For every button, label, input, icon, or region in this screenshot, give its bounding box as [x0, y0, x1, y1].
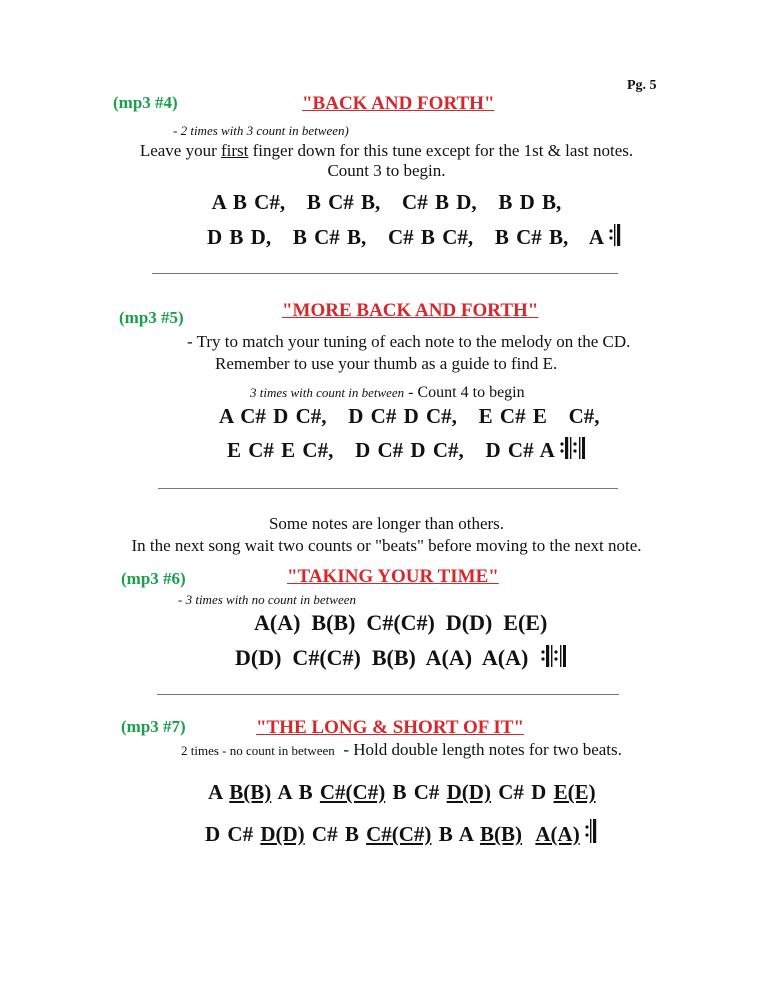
double-length-note: C#(C#)	[366, 822, 432, 846]
repeat-sign-icon	[608, 223, 622, 247]
instruction-line-1: - Try to match your tuning of each note to the melody on the CD.	[187, 332, 631, 351]
notes-row-1: A(A) B(B) C#(C#) D(D) E(E)	[254, 610, 548, 635]
mp3-label-6: (mp3 #6)	[121, 569, 186, 588]
notes-row-1: A C# D C#, D C# D C#, E C# E C#,	[219, 404, 600, 428]
double-length-note: B(B)	[480, 822, 523, 846]
notes-row-1	[208, 780, 596, 805]
song-title-back-and-forth: "BACK AND FORTH"	[302, 93, 495, 114]
notes-row-2: D(D) C#(C#) B(B) A(A) A(A)	[235, 644, 568, 671]
song-title-long-and-short: "THE LONG & SHORT OF IT"	[256, 717, 525, 738]
intro-line-1: Some notes are longer than others.	[268, 514, 505, 533]
notes-row-1: A B C#, B C# B, C# B D, B D B,	[211, 190, 562, 214]
divider	[157, 694, 619, 695]
double-length-note: C#(C#)	[319, 780, 386, 804]
song-title-taking-your-time: "TAKING YOUR TIME"	[287, 566, 499, 587]
notes-row-2: E C# E C#, D C# D C#, D C# A	[227, 436, 585, 463]
repeat-both-icon	[559, 436, 585, 460]
repeat-instruction: 3 times with count in between - Count 4 to begin	[250, 384, 525, 401]
repeat-instruction: - 3 times with no count in between	[178, 592, 357, 607]
mp3-label-5: (mp3 #5)	[119, 308, 184, 327]
repeat-instruction: - 2 times with 3 count in between)	[173, 123, 349, 138]
divider	[158, 488, 618, 489]
notes-row-2	[205, 818, 598, 847]
page-number: Pg. 5	[627, 78, 657, 93]
note-text: B A	[431, 822, 481, 846]
double-length-note: B(B)	[229, 780, 272, 804]
double-length-note: D(D)	[260, 822, 305, 846]
note-text: A	[208, 780, 230, 804]
note-text: B C#	[385, 780, 447, 804]
divider	[152, 273, 618, 274]
note-text: D C#	[205, 822, 261, 846]
double-length-note: E(E)	[553, 780, 596, 804]
note-text: C# B	[304, 822, 367, 846]
double-length-note: A(A)	[535, 822, 580, 846]
notes-row-2: D B D, B C# B, C# B C#, B C# B, A	[207, 223, 622, 250]
mp3-label-7: (mp3 #7)	[121, 717, 186, 736]
mp3-label-4: (mp3 #4)	[113, 93, 178, 112]
note-text: C# D	[490, 780, 554, 804]
instruction-line-2: Count 3 to begin.	[327, 161, 446, 180]
note-text	[522, 822, 535, 846]
note-text: A B	[271, 780, 320, 804]
intro-line-2: In the next song wait two counts or "beats" before moving to the next note.	[131, 536, 642, 555]
song-title-more-back-and-forth: "MORE BACK AND FORTH"	[282, 300, 539, 321]
repeat-both-icon	[540, 644, 568, 668]
instruction-line-2: Remember to use your thumb as a guide to find E.	[215, 354, 558, 373]
double-length-note: D(D)	[446, 780, 491, 804]
repeat-instruction: 2 times - no count in between - Hold double length notes for two beats.	[181, 740, 622, 759]
instruction-line-1: Leave your first finger down for this tune except for the 1st & last notes.	[139, 141, 634, 160]
repeat-sign-icon	[584, 818, 598, 844]
